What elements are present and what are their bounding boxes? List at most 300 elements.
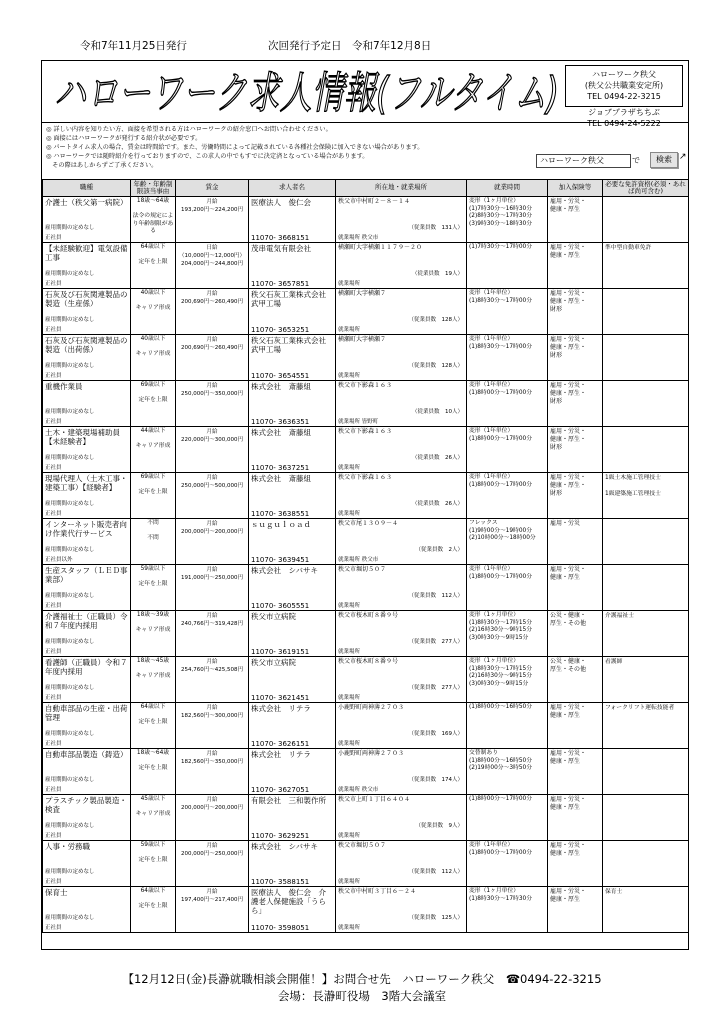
license-cell [603,197,689,243]
wage-range: 200,690円～260,490円 [181,345,243,351]
wage-range: 220,000円～300,000円 [181,437,243,443]
insurance-cell: 雇用・労災・ 健康・厚生 [548,795,603,841]
table-row [43,427,689,473]
magnifier-icon: ↗ [679,152,687,162]
hours-cell: (1)8時00分～17時00分 [467,795,548,841]
table-row [43,795,689,841]
employee-count: （従業員数 112人） [408,593,463,599]
hours-cell: 変形（1年単位） (1)8時00分～17時00分 [467,427,548,473]
work-place: 就業場所 [338,649,361,655]
plaza-name: ジョブプラザちちぶ [588,108,660,117]
address: 秩父市尾１３０９－４ [338,520,399,527]
hours-cell: 変形（1ヶ月単位） (1)8時30分～17時15分 (2)16時30分～9時15分 (3)0時30分～9時15分 [467,611,548,657]
job-cell [43,335,131,381]
employer-cell [249,749,336,795]
employment-period: 雇用期間の定めなし [45,271,95,277]
license-cell [603,749,689,795]
insurance-cell: 雇用・労災・ 健康・厚生・ 財形 [548,473,603,519]
employer-cell [249,657,336,703]
wage-type: 月給 [206,613,218,619]
employee-count: （従業員数 112人） [408,869,463,875]
location-cell [336,519,467,565]
location-cell [336,611,467,657]
employer-cell [249,841,336,887]
issue-line [0,38,724,54]
job-cell [43,887,131,933]
work-place: 就業場所 [338,373,361,379]
table-row [43,657,689,703]
hours-cell: 変形（1ヶ月単位） (1)7時30分～16時30分 (2)8時30分～17時30分 (3)9時30分～18時30分 [467,197,548,243]
wage-cell [176,427,249,473]
job-cell [43,519,131,565]
table-row [43,887,689,933]
age-cell: 64歳以下 定年を上限 [131,887,176,933]
wage-cell [176,611,249,657]
job-title: 看護師（正職員）令和７年度内採用 [45,658,128,676]
address: 秩父市桜木町８番９号 [338,658,399,665]
wage-type: 月給 [206,705,218,711]
job-number: 11070- 3638551 [251,510,310,518]
work-place: 就業場所 [338,327,361,333]
insurance-cell: 雇用・労災・ 健康・厚生 [548,565,603,611]
wage-type: 月給 [206,429,218,435]
table-row [43,381,689,427]
note-line: ◎ ハローワークでは随時紹介を行っておりますので、この求人の中でもすでに決定済となっている場合があります。 [46,153,369,160]
employment-type: 正社員 [45,879,62,885]
job-title: 現場代理人（土木工事・建築工事）【経験者】 [45,474,128,492]
wage-type: 日給 [206,245,218,251]
employer-cell [249,703,336,749]
job-number: 11070- 3627051 [251,786,310,794]
license-cell: 保育士 [603,887,689,933]
job-title: インターネット販売者向け作業代行サービス [45,520,127,538]
plaza-tel: TEL 0494-24-5222 [587,119,661,128]
employment-type: 正社員 [45,327,62,333]
wage-range: 193,200円～224,200円 [181,207,243,213]
employer-cell [249,335,336,381]
insurance-cell: 雇用・労災・ 健康・厚生 [548,243,603,289]
employer-cell [249,197,336,243]
age-cell: 18歳～39歳 キャリア形成 [131,611,176,657]
insurance-cell: 雇用・労災・ 健康・厚生 [548,841,603,887]
note-line: その際はあしからずご了承ください。 [46,162,158,169]
job-title: プラスチック製品製造・検査 [45,796,127,814]
job-number: 11070- 3619151 [251,648,310,656]
employer-name: ｓｕｇｕｌｏａｄ [251,520,311,529]
employment-type: 正社員 [45,603,62,609]
employer-cell [249,887,336,933]
employment-period: 雇用期間の定めなし [45,731,95,737]
location-cell [336,243,467,289]
wage-type: 月給 [206,889,218,895]
office-box [565,65,683,107]
location-cell [336,703,467,749]
employer-name: 株式会社 シバサキ [251,842,318,851]
wage-type: 月給 [206,475,218,481]
employment-period: 雇用期間の定めなし [45,915,95,921]
location-cell [336,289,467,335]
hours-cell: 変形（1年単位） (1)8時00分～17時00分 [467,381,548,427]
job-plaza-box [565,107,683,129]
age-cell: 18歳～64歳 法令の規定により年齢制限がある [131,197,176,243]
wage-range: 250,000円～350,000円 [181,391,243,397]
job-number: 11070- 3668151 [251,234,310,242]
location-cell [336,473,467,519]
hours-cell: 変形（1年単位） (1)8時30分～17時00分 [467,335,548,381]
wage-type: 月給 [206,291,218,297]
address: 秩父市下影森１６３ [338,382,393,389]
age-cell: 18歳～64歳 定年を上限 [131,749,176,795]
age-cell: 64歳以下 定年を上限 [131,243,176,289]
table-row [43,749,689,795]
location-cell [336,657,467,703]
license-cell: 介護福祉士 [603,611,689,657]
employer-name: 茂串電気有限会社 [251,244,311,253]
job-number: 11070- 3621451 [251,694,310,702]
address: 横瀬町大字横瀬７ [338,336,387,343]
hours-cell: (1)7時30分～17時00分 [467,243,548,289]
wage-cell [176,473,249,519]
employment-type: 正社員 [45,373,62,379]
address: 秩父市下影森１６３ [338,428,393,435]
license-cell [603,289,689,335]
table-header-row [43,180,689,197]
header-wage: 賃金 [176,180,249,197]
wage-range: 191,000円～250,000円 [181,575,243,581]
search-particle: で [632,156,640,165]
wage-range: 182,560円～350,000円 [181,759,243,765]
employment-period: 雇用期間の定めなし [45,823,95,829]
job-number: 11070- 3629251 [251,832,310,840]
table-row [43,841,689,887]
job-cell [43,565,131,611]
job-number: 11070- 3626151 [251,740,310,748]
header-employer: 求人者名 [249,180,336,197]
job-number: 11070- 3653251 [251,326,310,334]
employer-name: 株式会社 斎藤組 [251,428,311,437]
footer-venue: 会場：長瀞町役場 3階大会議室 [277,989,447,1003]
office-subname: (秩父公共職業安定所) [584,81,664,90]
table-row [43,611,689,657]
job-number: 11070- 3598051 [251,924,310,932]
table-row [43,335,689,381]
employment-type: 正社員 [45,833,62,839]
employee-count: （従業員数 125人） [408,915,463,921]
license-cell: 準中型自動車免許 [603,243,689,289]
job-title: 保育士 [45,888,68,897]
employment-type: 正社員 [45,695,62,701]
job-cell [43,841,131,887]
work-place: 就業場所 [338,511,361,517]
insurance-cell: 公災・健康・ 厚生・その他 [548,657,603,703]
location-cell [336,335,467,381]
work-place: 就業場所 秩父市 [338,557,379,563]
employee-count: （従業員数 277人） [408,639,463,645]
job-sheet [41,60,689,950]
employer-cell [249,519,336,565]
age-cell: 40歳以下 キャリア形成 [131,335,176,381]
table-row [43,243,689,289]
employment-type: 正社員 [45,511,62,517]
wage-range: 182,560円～300,000円 [181,713,243,719]
insurance-cell: 雇用・労災・ 健康・厚生・ 財形 [548,289,603,335]
job-cell [43,795,131,841]
employee-count: （従業員数 10人） [412,409,463,415]
license-cell [603,335,689,381]
work-place: 就業場所 秩父市 [338,787,379,793]
job-cell [43,473,131,519]
job-title: 土木・建築現場補助員【未経験者】 [45,428,120,446]
job-title: 生産スタッフ（ＬＥＤ事業部） [45,566,128,584]
employment-type: 正社員 [45,649,62,655]
wage-range: 240,766円～319,428円 [181,621,243,627]
insurance-cell: 雇用・労災・ 健康・厚生・ 財形 [548,335,603,381]
wage-range: 250,000円～500,000円 [181,483,243,489]
insurance-cell: 雇用・労災・ 健康・厚生・ 財形 [548,427,603,473]
employee-count: （従業員数 2人） [415,547,463,553]
work-place: 就業場所 [338,925,361,931]
work-place: 就業場所 [338,603,361,609]
wage-cell [176,381,249,427]
wage-type: 月給 [206,751,218,757]
address: 秩父市中村町２－８－１４ [338,198,411,205]
age-cell: 40歳以下 キャリア形成 [131,289,176,335]
job-cell [43,243,131,289]
table-row [43,565,689,611]
work-place: 就業場所 [338,741,361,747]
job-cell [43,197,131,243]
notes [46,125,536,170]
table-row [43,473,689,519]
note-line: ◎ 詳しい内容を知りたい方、面接を希望される方はハローワークの紹介窓口へお問い合わせください。 [46,126,332,133]
employment-type: 正社員 [45,925,62,931]
employee-count: （従業員数 169人） [408,731,463,737]
age-cell: 69歳以下 定年を上限 [131,381,176,427]
employee-count: （従業員数 277人） [408,685,463,691]
employment-type: 正社員 [45,787,62,793]
note-line: ◎ パートタイム求人の場合、賃金は時間給です。また、労働時間によって記載されている各種社会保険に加入できない場合があります。 [46,144,424,151]
employment-period: 雇用期間の定めなし [45,593,95,599]
employment-period: 雇用期間の定めなし [45,685,95,691]
wage-type: 月給 [206,659,218,665]
location-cell [336,427,467,473]
age-cell: 64歳以下 定年を上限 [131,703,176,749]
employee-count: （従業員数 131人） [408,225,463,231]
table-row [43,703,689,749]
wage-cell [176,335,249,381]
employment-period: 雇用期間の定めなし [45,409,95,415]
wage-type: 月給 [206,199,218,205]
employee-count: （従業員数 128人） [408,317,463,323]
job-title: 自動車部品の生産・出荷管理 [45,704,128,722]
location-cell [336,381,467,427]
job-number: 11070- 3605551 [251,602,310,610]
job-title: 介護福祉士（正職員）令和７年度内採用 [45,612,128,630]
wage-range: 197,400円～217,400円 [181,897,243,903]
employment-period: 雇用期間の定めなし [45,639,95,645]
wage-type: 月給 [206,797,218,803]
job-cell [43,657,131,703]
wage-cell [176,749,249,795]
address: 横瀬町大字横瀬７ [338,290,387,297]
job-cell [43,611,131,657]
job-cell [43,289,131,335]
employer-cell [249,381,336,427]
age-cell: 59歳以下 定年を上限 [131,841,176,887]
job-title: 重機作業員 [45,382,83,391]
wage-range: 200,000円～250,000円 [181,851,243,857]
employment-period: 雇用期間の定めなし [45,455,95,461]
work-place: 就業場所 [338,281,361,287]
employment-type: 正社員 [45,465,62,471]
age-cell: 45歳以下 キャリア形成 [131,795,176,841]
license-cell [603,427,689,473]
address: 秩父市下影森１６３ [338,474,393,481]
employment-period: 雇用期間の定めなし [45,225,95,231]
employment-period: 雇用期間の定めなし [45,777,95,783]
job-cell [43,381,131,427]
address: 秩父市堀切５０７ [338,842,387,849]
employee-count: （従業員数 19人） [412,271,463,277]
employee-count: （従業員数 174人） [408,777,463,783]
header-insurance: 加入保険等 [548,180,603,197]
hours-cell: 変形（1年単位） (1)8時00分～17時00分 [467,473,548,519]
hours-cell: 変形（1年単位） (1)8時00分～17時00分 [467,565,548,611]
employment-period: 雇用期間の定めなし [45,869,95,875]
insurance-cell: 雇用・労災・ 健康・厚生 [548,197,603,243]
footer-event: 【12月12日(金)長瀞就職相談会開催！】お問合せ先 ハローワーク秩父 ☎0494-22-3215 [122,972,602,986]
header-age: 年齢・年齢制限該当事由 [131,180,176,197]
footer [0,971,724,1005]
job-title: 人事・労務職 [45,842,90,851]
employer-cell [249,243,336,289]
employer-cell [249,795,336,841]
employment-period: 雇用期間の定めなし [45,363,95,369]
employee-count: （従業員数 128人） [408,363,463,369]
employer-name: 株式会社 斎藤組 [251,474,311,483]
office-name: ハローワーク秩父 [592,70,656,79]
wage-type: 月給 [206,383,218,389]
employment-type: 正社員 [45,419,62,425]
location-cell [336,887,467,933]
wage-range: 200,690円～260,490円 [181,299,243,305]
table-row [43,519,689,565]
wage-cell [176,657,249,703]
employer-name: 秩父石灰工業株式会社 武甲工場 [251,290,334,308]
location-cell [336,795,467,841]
job-title: 自動車部品製造（鋳造） [45,750,128,759]
employer-cell [249,289,336,335]
employment-type: 正社員 [45,281,62,287]
page-title [48,64,568,120]
insurance-cell: 雇用・労災・ 健康・厚生 [548,749,603,795]
license-cell [603,381,689,427]
employment-period: 雇用期間の定めなし [45,547,95,553]
address: 小鹿野町両神薄２７０３ [338,704,405,711]
wage-cell [176,703,249,749]
age-cell: 69歳以下 定年を上限 [131,473,176,519]
header-job: 職種 [43,180,131,197]
job-table [42,179,689,933]
insurance-cell: 雇用・労災 [548,519,603,565]
license-cell: 1級土木施工管理技士 1級建築施工管理技士 [603,473,689,519]
wage-type: 月給 [206,521,218,527]
employment-period: 雇用期間の定めなし [45,501,95,507]
wage-cell [176,887,249,933]
table-row [43,289,689,335]
employee-count: （従業員数 26人） [412,501,463,507]
address: 秩父市堀切５０７ [338,566,387,573]
job-number: 11070- 3657851 [251,280,310,288]
employer-name: 株式会社 シバサキ [251,566,318,575]
age-cell: 44歳以下 キャリア形成 [131,427,176,473]
job-number: 11070- 3654551 [251,372,310,380]
employer-name: 医療法人 俊仁会 [251,198,311,207]
job-number: 11070- 3588151 [251,878,310,886]
insurance-cell: 公災・健康・ 厚生・その他 [548,611,603,657]
address: 横瀬町大字横瀬１１７９－２０ [338,244,423,251]
license-cell [603,565,689,611]
employment-period: 雇用期間の定めなし [45,317,95,323]
location-cell [336,565,467,611]
employer-name: 有限会社 三和製作所 [251,796,326,805]
job-cell [43,427,131,473]
address: 秩父市桜木町８番９号 [338,612,399,619]
work-place: 就業場所 [338,465,361,471]
wage-range: （10,000円～12,000円） 204,000円～244,800円 [179,253,245,267]
hours-cell: 変形（1年単位） (1)8時00分～17時00分 [467,841,548,887]
age-cell: 不問 不問 [131,519,176,565]
wage-cell [176,841,249,887]
employer-name: 株式会社 リテラ [251,750,311,759]
wage-type: 月給 [206,567,218,573]
wage-type: 月給 [206,337,218,343]
age-cell: 18歳～45歳 キャリア形成 [131,657,176,703]
wage-cell [176,197,249,243]
location-cell [336,841,467,887]
location-cell [336,749,467,795]
hours-cell: 変形（1ヶ月単位） (1)8時30分～17時15分 (2)16時30分～9時15分 (3)0時30分～9時15分 [467,657,548,703]
issue-date: 令和7年11月25日発行 [80,40,187,52]
address: 小鹿野町両神薄２７０３ [338,750,405,757]
age-cell: 59歳以下 定年を上限 [131,565,176,611]
job-number: 11070- 3637251 [251,464,310,472]
hours-cell: 交替制あり (1)8時00分～16時50分 (2)19時00分～3時50分 [467,749,548,795]
insurance-cell: 雇用・労災・ 健康・厚生 [548,887,603,933]
employer-name: 秩父市立病院 [251,658,296,667]
sheet-header [42,61,688,128]
hours-cell: 変形（1ヶ月単位） (1)8時30分～17時30分 [467,887,548,933]
wage-range: 200,000円～200,000円 [181,529,243,535]
employee-count: （従業員数 9人） [415,823,463,829]
svg-text:ハローワーク求人情報(フルタイム): ハローワーク求人情報(フルタイム) [54,68,559,119]
note-line: ◎ 面接にはハローワークが発行する紹介状が必要です。 [46,135,202,142]
employer-cell [249,611,336,657]
search-input[interactable]: ハローワーク秩父 [536,154,631,168]
next-issue-date: 次回発行予定日 令和7年12月8日 [268,40,432,52]
work-place: 就業場所 皆野町 [338,419,379,425]
employment-type: 正社員以外 [45,557,73,563]
employer-name: 医療法人 俊仁会 介護老人保健施設「うらら」 [251,888,326,915]
license-cell: フォークリフト運転技能者 [603,703,689,749]
search-button[interactable]: 検索 [650,152,678,168]
work-place: 就業場所 [338,695,361,701]
work-place: 就業場所 秩父市 [338,235,379,241]
wage-cell [176,795,249,841]
employment-type: 正社員 [45,741,62,747]
job-number: 11070- 3636351 [251,418,310,426]
wage-range: 200,000円～200,000円 [181,805,243,811]
